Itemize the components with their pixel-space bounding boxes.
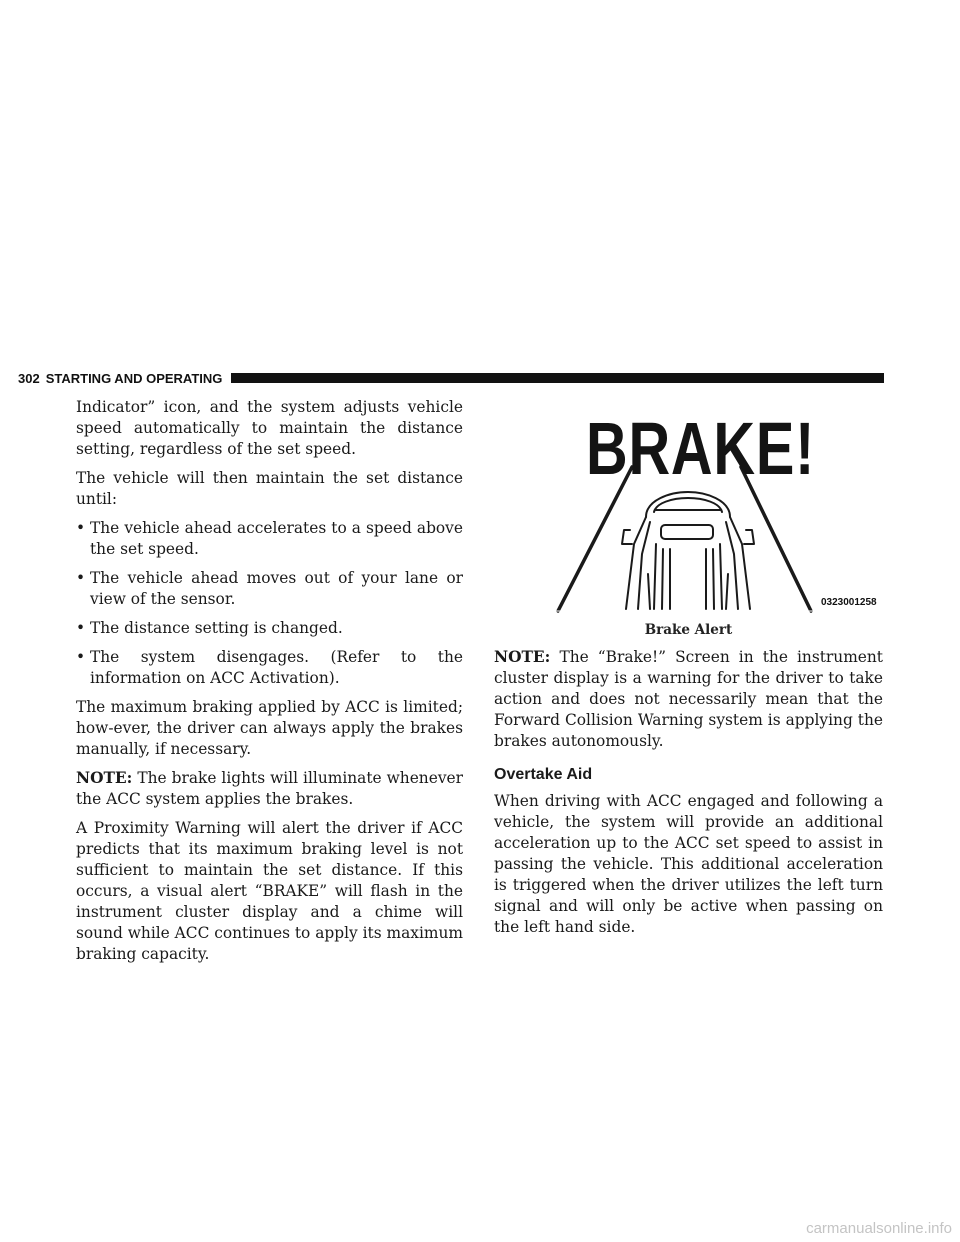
- note-label: NOTE:: [76, 769, 133, 787]
- list-item-text: The vehicle ahead accelerates to a speed above the set speed.: [90, 519, 463, 558]
- note-paragraph: [76, 768, 463, 810]
- list-item-text: The distance setting is changed.: [90, 619, 343, 637]
- list-item: [76, 618, 463, 639]
- note-text: The “Brake!” Screen in the instrument cluster display is a warning for the driver to take action and does not necessarily mean that the Forward Collision Warning system is applying the brakes autonomously.: [494, 648, 883, 750]
- paragraph: When driving with ACC engaged and following a vehicle, the system will provide an additional acceleration up to the ACC set speed to assist in passing the vehicle. This additional acceleration is triggered when the driver utilizes the left turn signal and will only be active when passing on the left hand side.: [494, 792, 883, 936]
- paragraph: A Proximity Warning will alert the driver if ACC predicts that its maximum braking level is not sufficient to maintain the set distance. If this occurs, a visual alert “BRAKE” will flash in the instrument cluster display and a chime will sound while ACC continues to apply its maximum braking capacity.: [76, 819, 463, 963]
- bullet-icon: •: [76, 619, 86, 637]
- page-number: 302: [18, 370, 40, 386]
- section-title: STARTING AND OPERATING: [45, 370, 223, 386]
- note-label: NOTE:: [494, 648, 551, 666]
- figure-caption: Brake Alert: [644, 622, 733, 638]
- list-item: [76, 568, 463, 610]
- list-item-text: The system disengages. (Refer to the information on ACC Activation).: [90, 648, 463, 687]
- bullet-icon: •: [76, 569, 86, 587]
- left-column: [76, 397, 463, 973]
- watermark: carmanualsonline.info: [806, 1220, 952, 1237]
- list-item: [76, 647, 463, 689]
- page-header: [0, 370, 884, 386]
- note-paragraph: [494, 647, 883, 752]
- bullet-icon: •: [76, 648, 86, 666]
- paragraph: Indicator” icon, and the system adjusts vehicle speed automatically to maintain the distance setting, regardless of the set speed.: [76, 398, 463, 458]
- list-item-text: The vehicle ahead moves out of your lane or view of the sensor.: [90, 569, 463, 608]
- brake-alert-text: BRAKE!: [586, 407, 816, 490]
- bullet-icon: •: [76, 519, 86, 537]
- paragraph: The vehicle will then maintain the set distance until:: [76, 469, 463, 508]
- right-column: [494, 647, 883, 946]
- paragraph: The maximum braking applied by ACC is limited; how-ever, the driver can always apply the brakes manually, if necessary.: [76, 698, 463, 758]
- brake-alert-figure: [494, 404, 883, 644]
- header-rule: [231, 373, 884, 383]
- list-item: [76, 518, 463, 560]
- note-text: The brake lights will illuminate whenever the ACC system applies the brakes.: [76, 769, 463, 808]
- section-heading: Overtake Aid: [494, 766, 593, 783]
- image-code: 0323001258: [821, 597, 877, 608]
